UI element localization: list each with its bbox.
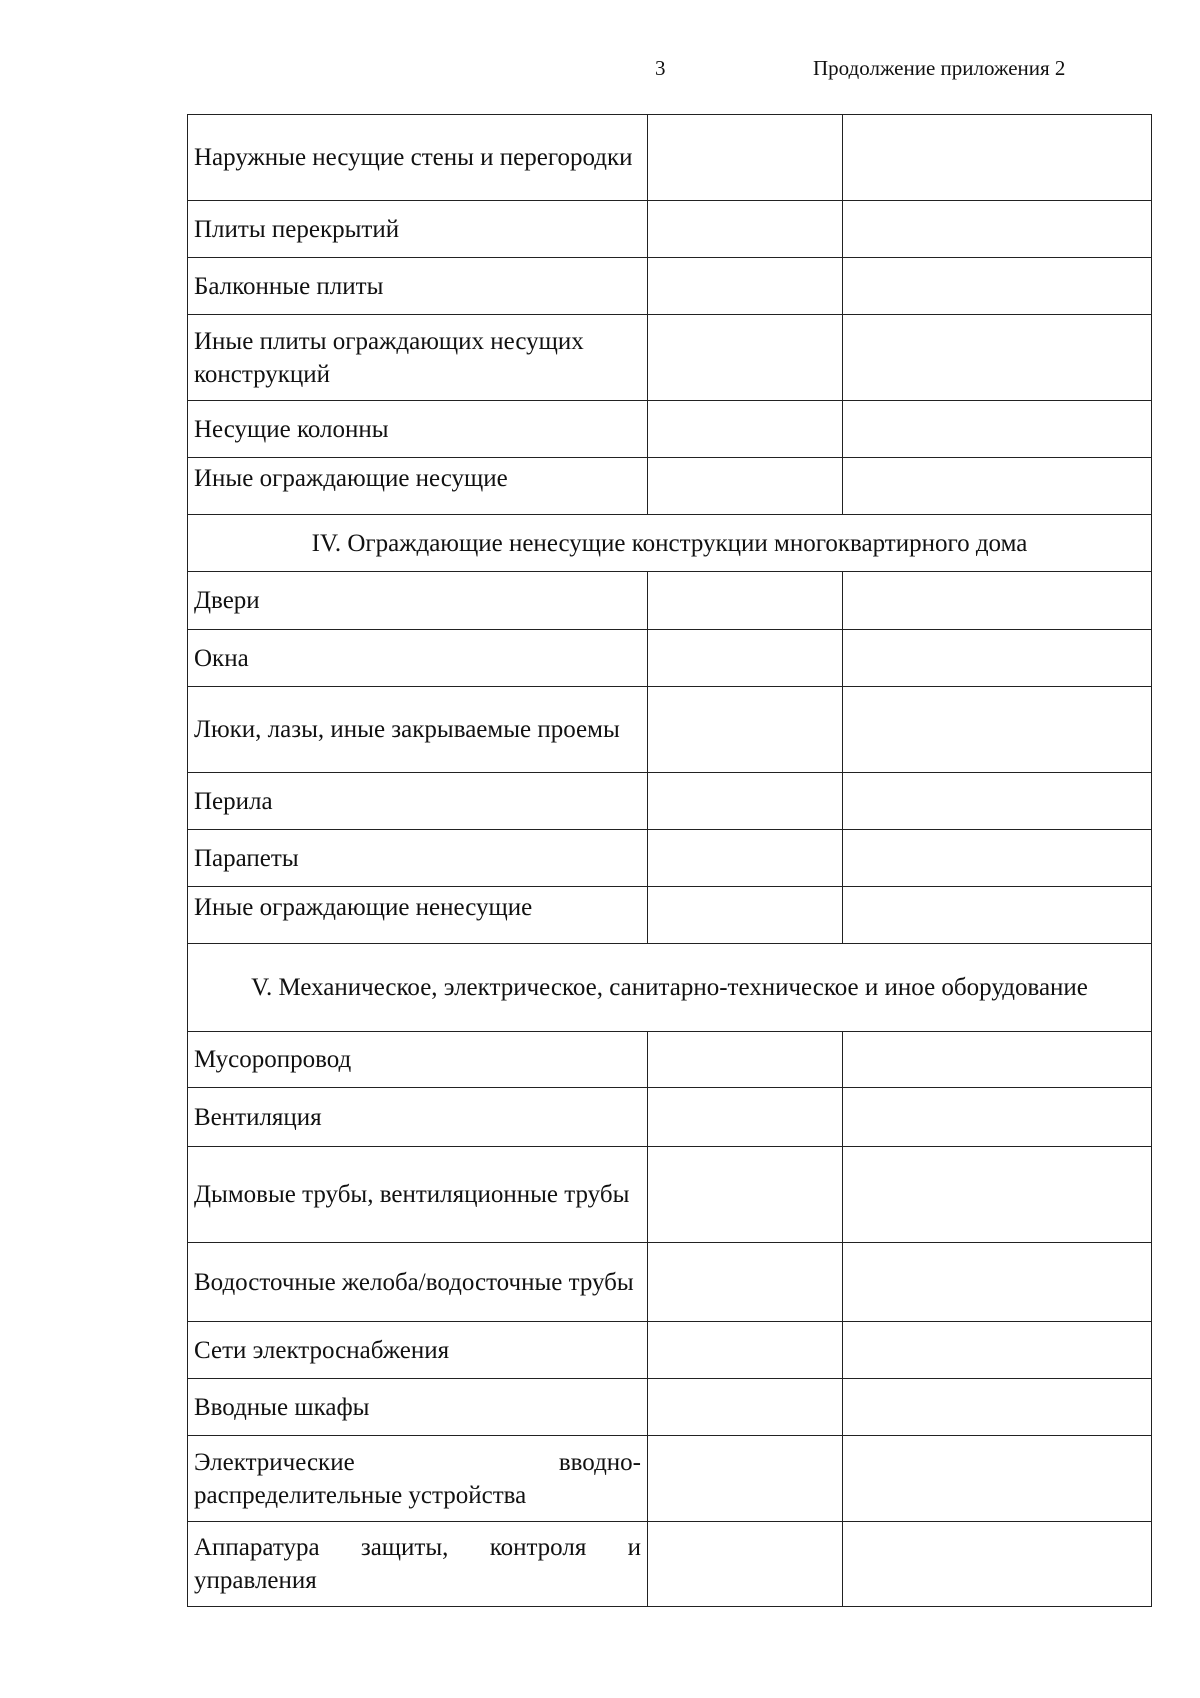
row-label: [188, 458, 648, 515]
table-row: [188, 773, 1152, 830]
table-cell-blank: [843, 1322, 1152, 1379]
table-cell-blank: [648, 830, 843, 887]
table-row: [188, 115, 1152, 201]
row-label: Балконные плиты: [188, 258, 648, 315]
table-cell-blank: [648, 1243, 843, 1322]
page-number: 3: [655, 56, 666, 80]
table-row: [188, 1322, 1152, 1379]
row-label: Мусоропровод: [188, 1032, 648, 1088]
table-cell-blank: [648, 1379, 843, 1436]
table-cell-blank: [843, 1147, 1152, 1243]
row-label: Сети электроснабжения: [188, 1322, 648, 1379]
row-label: Электрические вводно-распределительные устройства: [188, 1436, 648, 1522]
table-cell-blank: [843, 773, 1152, 830]
table-cell-blank: [843, 887, 1152, 944]
table-cell-blank: [648, 1147, 843, 1243]
table-cell-blank: [843, 115, 1152, 201]
row-label: Вентиляция: [188, 1088, 648, 1147]
row-label: Плиты перекрытий: [188, 201, 648, 258]
table-row: [188, 830, 1152, 887]
table-cell-blank: [843, 401, 1152, 458]
table-row: [188, 258, 1152, 315]
table-cell-blank: [843, 687, 1152, 773]
table-cell-blank: [648, 201, 843, 258]
row-label: Иные плиты ограждающих несущих конструкций: [188, 315, 648, 401]
row-label: Наружные несущие стены и перегородки: [188, 115, 648, 201]
table-cell-blank: [648, 1522, 843, 1607]
table-row: [188, 201, 1152, 258]
table-cell-blank: [843, 572, 1152, 630]
table-cell-blank: [648, 115, 843, 201]
table-cell-blank: [648, 687, 843, 773]
table-cell-blank: [843, 1243, 1152, 1322]
row-label: Перила: [188, 773, 648, 830]
table-cell-blank: [648, 1032, 843, 1088]
table-row: [188, 630, 1152, 687]
table-row: [188, 401, 1152, 458]
structural-elements-table: [187, 114, 1152, 1607]
row-label-text: Иные ограждающие несущие: [194, 465, 508, 492]
row-label: Парапеты: [188, 830, 648, 887]
appendix-continuation-note: Продолжение приложения 2: [813, 56, 1066, 80]
table-cell-blank: [843, 315, 1152, 401]
table-cell-blank: [648, 1322, 843, 1379]
row-label: Дымовые трубы, вентиляционные трубы: [188, 1147, 648, 1243]
section-heading: IV. Ограждающие ненесущие конструкции многоквартирного дома: [188, 515, 1152, 572]
table-cell-blank: [843, 258, 1152, 315]
row-label: Аппаратура защиты, контроля и управления: [188, 1522, 648, 1607]
table-row: [188, 1032, 1152, 1088]
table-cell-blank: [843, 630, 1152, 687]
table-cell-blank: [843, 1032, 1152, 1088]
table-cell-blank: [648, 258, 843, 315]
section-header-row: [188, 515, 1152, 572]
table-row: [188, 1379, 1152, 1436]
table-row: [188, 1436, 1152, 1522]
table-cell-blank: [648, 630, 843, 687]
row-label: Вводные шкафы: [188, 1379, 648, 1436]
table-row: [188, 887, 1152, 944]
table-cell-blank: [648, 1088, 843, 1147]
table-cell-blank: [648, 401, 843, 458]
table-cell-blank: [648, 458, 843, 515]
row-label: [188, 887, 648, 944]
row-label: Несущие колонны: [188, 401, 648, 458]
table-row: [188, 315, 1152, 401]
row-label: Люки, лазы, иные закрываемые проемы: [188, 687, 648, 773]
table-cell-blank: [648, 572, 843, 630]
table-row: [188, 1147, 1152, 1243]
table-cell-blank: [843, 1436, 1152, 1522]
row-label-text: Иные ограждающие ненесущие: [194, 894, 533, 921]
table-cell-blank: [843, 830, 1152, 887]
table-row: [188, 572, 1152, 630]
table-cell-blank: [843, 1522, 1152, 1607]
table-cell-blank: [648, 315, 843, 401]
section-header-row: [188, 944, 1152, 1032]
table-row: [188, 687, 1152, 773]
table-cell-blank: [648, 887, 843, 944]
table-cell-blank: [843, 458, 1152, 515]
table-row: [188, 1243, 1152, 1322]
table-cell-blank: [648, 773, 843, 830]
row-label: Водосточные желоба/водосточные трубы: [188, 1243, 648, 1322]
table-row: [188, 1522, 1152, 1607]
table-cell-blank: [648, 1436, 843, 1522]
row-label: Двери: [188, 572, 648, 630]
table-row: [188, 458, 1152, 515]
section-heading: V. Механическое, электрическое, санитарно-техническое и иное оборудование: [188, 944, 1152, 1032]
row-label: Окна: [188, 630, 648, 687]
table-cell-blank: [843, 1088, 1152, 1147]
table-cell-blank: [843, 1379, 1152, 1436]
table-row: [188, 1088, 1152, 1147]
table-cell-blank: [843, 201, 1152, 258]
